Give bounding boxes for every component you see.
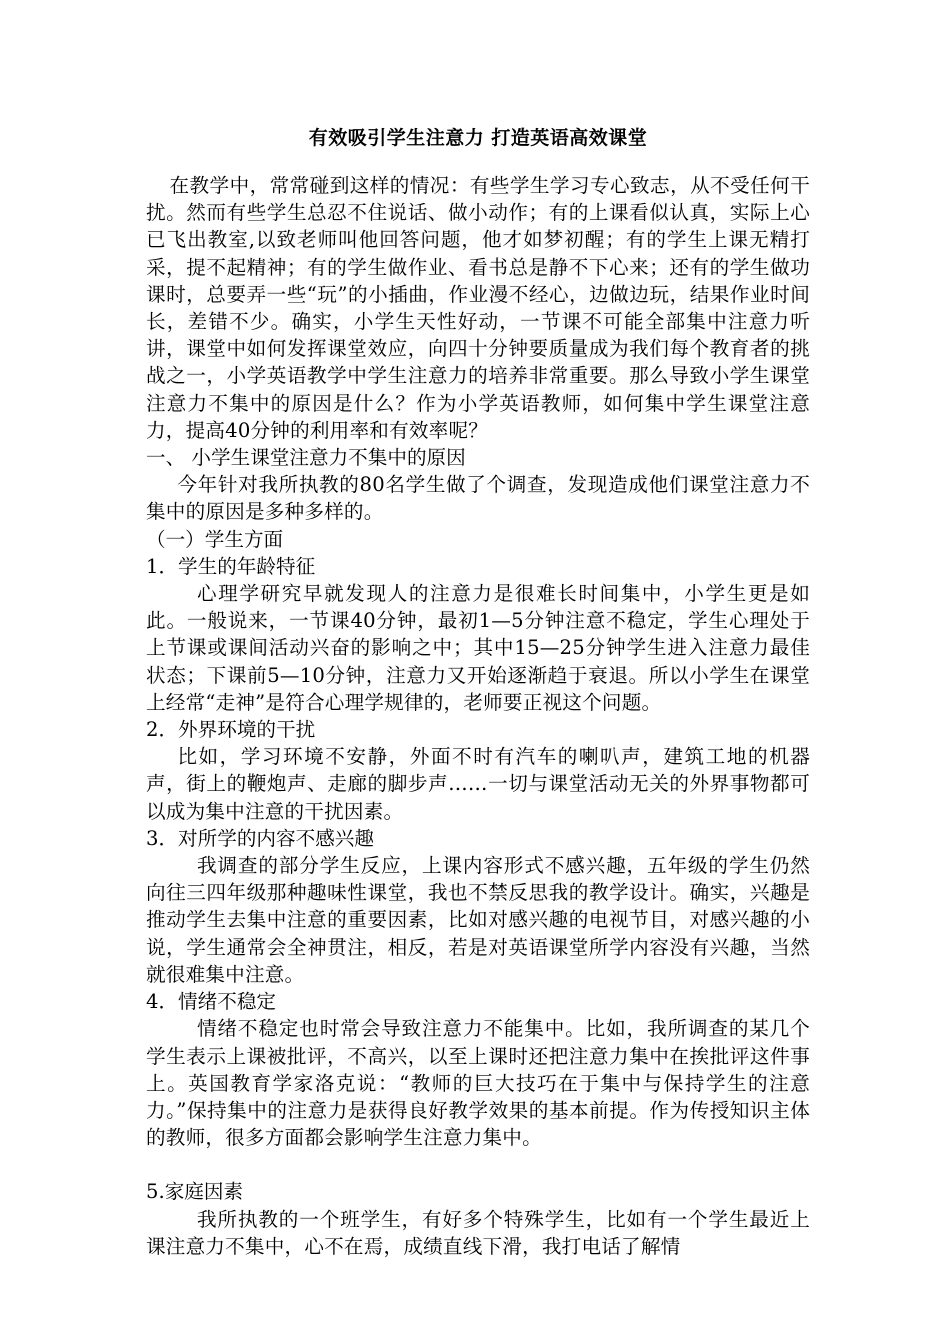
item5-paragraph: 我所执教的一个班学生，有好多个特殊学生，比如有一个学生最近上课注意力不集中，心不在焉，成绩直线下滑，我打电话了解情	[146, 1207, 810, 1258]
document-title: 有效吸引学生注意力 打造英语高效课堂	[308, 127, 648, 149]
item4-heading: 4．情绪不稳定	[146, 990, 277, 1014]
intro-paragraph: 在教学中，常常碰到这样的情况：有些学生学习专心致志，从不受任何干扰。然而有些学生总忍不住说话、做小动作；有的上课看似认真，实际上心已飞出教室,以致老师叫他回答问题，他才如梦初醒；有的学生上课无精打采，提不起精神；有的学生做作业、看书总是静不下心来；还有的学生做功课时，总要弄一些“玩”的小插曲，作业漫不经心，边做边玩，结果作业时间长，差错不少。确实，小学生天性好动，一节课不可能全部集中注意力听讲，课堂中如何发挥课堂效应，向四十分钟要质量成为我们每个教育者的挑战之一，小学英语教学中学生注意力的培养非常重要。那么导致小学生课堂注意力不集中的原因是什么？作为小学英语教师，如何集中学生课堂注意力，提高40分钟的利用率和有效率呢？	[146, 174, 810, 442]
item3-heading: 3．对所学的内容不感兴趣	[146, 826, 374, 850]
item2-paragraph: 比如，学习环境不安静，外面不时有汽车的喇叭声，建筑工地的机器声，街上的鞭炮声、走廊的脚步声……一切与课堂活动无关的外界事物都可以成为集中注意的干扰因素。	[146, 745, 810, 823]
item1-heading: 1．学生的年龄特征	[146, 554, 316, 578]
sub1-heading: （一）学生方面	[146, 527, 284, 551]
item1-paragraph: 心理学研究早就发现人的注意力是很难长时间集中，小学生更是如此。一般说来，一节课40分钟，最初1—5分钟注意不稳定，学生心理处于上节课或课间活动兴奋的影响之中；其中15—25分钟学生进入注意力最佳状态；下课前5—10分钟，注意力又开始逐渐趋于衰退。所以小学生在课堂上经常“走神”是符合心理学规律的，老师要正视这个问题。	[146, 582, 810, 714]
document-body	[146, 124, 810, 1260]
item5-heading: 5.家庭因素	[146, 1180, 244, 1204]
item4-paragraph: 情绪不稳定也时常会导致注意力不能集中。比如，我所调查的某几个学生表示上课被批评，不高兴，以至上课时还把注意力集中在挨批评这件事上。英国教育学家洛克说：“教师的巨大技巧在于集中与保持学生的注意力。”保持集中的注意力是获得良好教学效果的基本前提。作为传授知识主体的教师，很多方面都会影响学生注意力集中。	[146, 1017, 810, 1150]
item3-paragraph: 我调查的部分学生反应，上课内容形式不感兴趣，五年级的学生仍然向往三四年级那种趣味性课堂，我也不禁反思我的教学设计。确实，兴趣是推动学生去集中注意的重要因素，比如对感兴趣的电视节目，对感兴趣的小说，学生通常会全神贯注，相反，若是对英语课堂所学内容没有兴趣，当然就很难集中注意。	[146, 854, 810, 986]
section1-heading: 一、 小学生课堂注意力不集中的原因	[146, 446, 466, 470]
section1-intro-paragraph: 今年针对我所执教的80名学生做了个调查，发现造成他们课堂注意力不集中的原因是多种多样的。	[146, 473, 810, 524]
item2-heading: 2．外界环境的干扰	[146, 718, 316, 742]
blank-line	[146, 1151, 810, 1178]
